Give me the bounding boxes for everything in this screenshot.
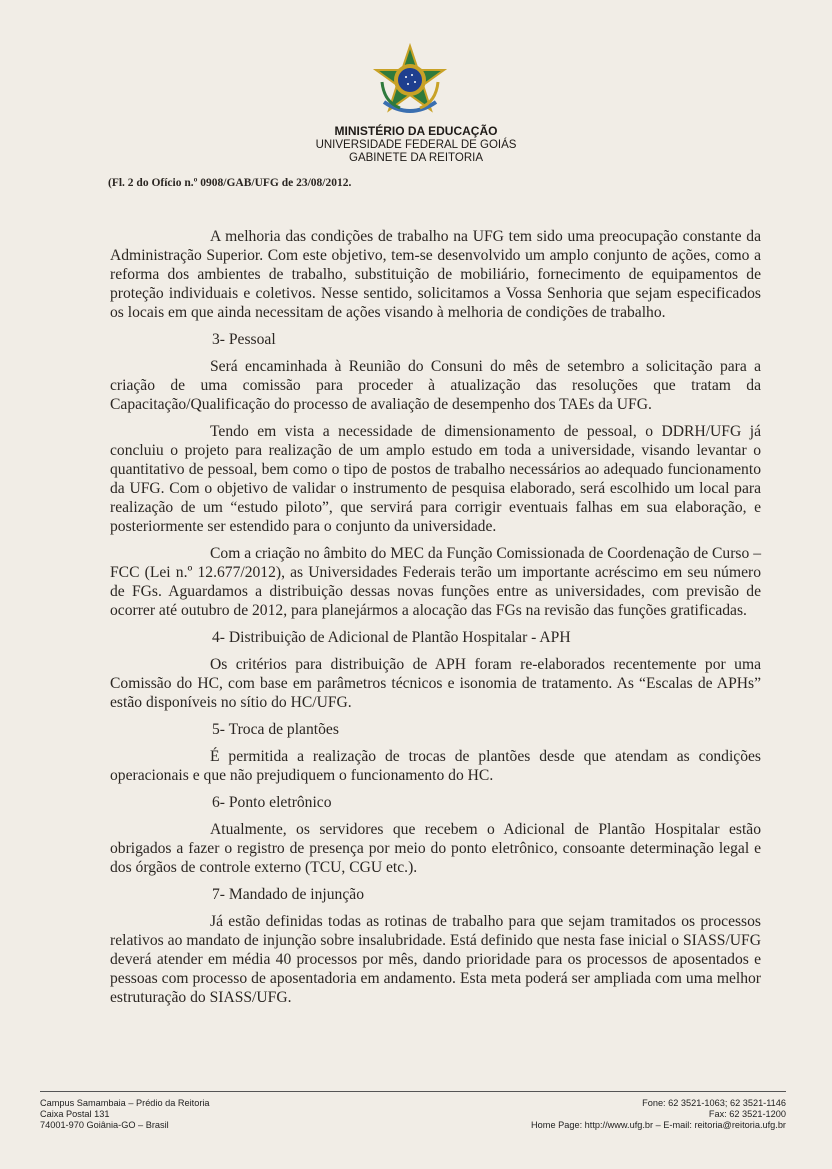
section-heading: 3- Pessoal xyxy=(212,331,276,348)
ministry-name: MINISTÉRIO DA EDUCAÇÃO xyxy=(334,124,498,138)
document-body xyxy=(110,227,761,1015)
paragraph: Será encaminhada à Reunião do Consuni do mês de setembro a solicitação para a criação de uma comissão para proceder à atualização das resoluções que tratam da Capacitação/Qualificação do processo de avaliação de desempenho dos TAEs da UFG. xyxy=(110,358,761,413)
office-name: GABINETE DA REITORIA xyxy=(349,152,483,164)
university-name: UNIVERSIDADE FEDERAL DE GOIÁS xyxy=(315,138,517,151)
address-line: Campus Samambaia – Prédio da Reitoria xyxy=(40,1098,210,1108)
address-line: Caixa Postal 131 xyxy=(40,1109,110,1119)
phone-line: Fone: 62 3521-1063; 62 3521-1146 xyxy=(642,1098,786,1108)
footer-address xyxy=(40,1098,210,1131)
letterhead xyxy=(0,125,832,166)
section-heading: 7- Mandado de injunção xyxy=(212,886,364,903)
section-heading: 4- Distribuição de Adicional de Plantão Hospitalar - APH xyxy=(212,629,571,646)
section-heading: 5- Troca de plantões xyxy=(212,721,339,738)
fax-line: Fax: 62 3521-1200 xyxy=(708,1109,786,1119)
brazil-coat-of-arms-icon xyxy=(370,42,450,122)
address-line: 74001-970 Goiânia-GO – Brasil xyxy=(40,1120,169,1130)
paragraph: Os critérios para distribuição de APH foram re-elaborados recentemente por uma Comissão do HC, com base em parâmetros técnicos e isonomia de tratamento. As “Escalas de APHs” estão disponíveis no sítio do HC/UFG. xyxy=(110,656,761,711)
paragraph: Já estão definidas todas as rotinas de trabalho para que sejam tramitados os processos relativos ao mandato de injunção sobre insalubridade. Está definido que nesta fase inicial o SIASS/UFG deverá atender em média 40 processos por mês, dando prioridade para os processos de aposentados e pessoas com processo de aposentadoria em andamento. Esta meta poderá ser ampliada com uma melhor estruturação do SIASS/UFG. xyxy=(110,913,761,1006)
paragraph: Tendo em vista a necessidade de dimensionamento de pessoal, o DDRH/UFG já concluiu o projeto para realização de um amplo estudo em toda a universidade, visando levantar o quantitativo de pessoal, bem como o tipo de postos de trabalho necessários ao adequado funcionamento da UFG. Com o objetivo de validar o instrumento de pesquisa elaborado, será escolhido um local para realização de um “estudo piloto”, que servirá para corrigir eventuais falhas em sua elaboração, e posteriormente ser estendido para o conjunto da universidade. xyxy=(110,423,761,535)
web-email-line: Home Page: http://www.ufg.br – E-mail: reitoria@reitoria.ufg.br xyxy=(531,1120,786,1130)
footer-divider xyxy=(40,1091,786,1092)
footer-contact xyxy=(531,1098,786,1131)
paragraph: É permitida a realização de trocas de plantões desde que atendam as condições operacionais e que não prejudiquem o funcionamento do HC. xyxy=(110,748,761,784)
document-reference: (Fl. 2 do Ofício n.º 0908/GAB/UFG de 23/08/2012. xyxy=(108,177,352,189)
section-heading: 6- Ponto eletrônico xyxy=(212,794,332,811)
paragraph: Atualmente, os servidores que recebem o Adicional de Plantão Hospitalar estão obrigados a fazer o registro de presença por meio do ponto eletrônico, consoante determinação legal e dos órgãos de controle externo (TCU, CGU etc.). xyxy=(110,821,761,876)
paragraph: A melhoria das condições de trabalho na UFG tem sido uma preocupação constante da Administração Superior. Com este objetivo, tem-se desenvolvido um amplo conjunto de ações, como a reforma dos ambientes de trabalho, substituição de mobiliário, fornecimento de equipamentos de proteção individuais e coletivos. Nesse sentido, solicitamos a Vossa Senhoria que sejam especificados os locais em que ainda necessitam de ações visando à melhoria de condições de trabalho. xyxy=(110,228,761,321)
paragraph: Com a criação no âmbito do MEC da Função Comissionada de Coordenação de Curso – FCC (Lei n.º 12.677/2012), as Universidades Federais terão um importante acréscimo em seu número de FGs. Aguardamos a distribuição dessas novas funções entre as universidades, com previsão de ocorrer até outubro de 2012, para planejármos a alocação das FGs na revisão das funções gratificadas. xyxy=(110,545,761,619)
